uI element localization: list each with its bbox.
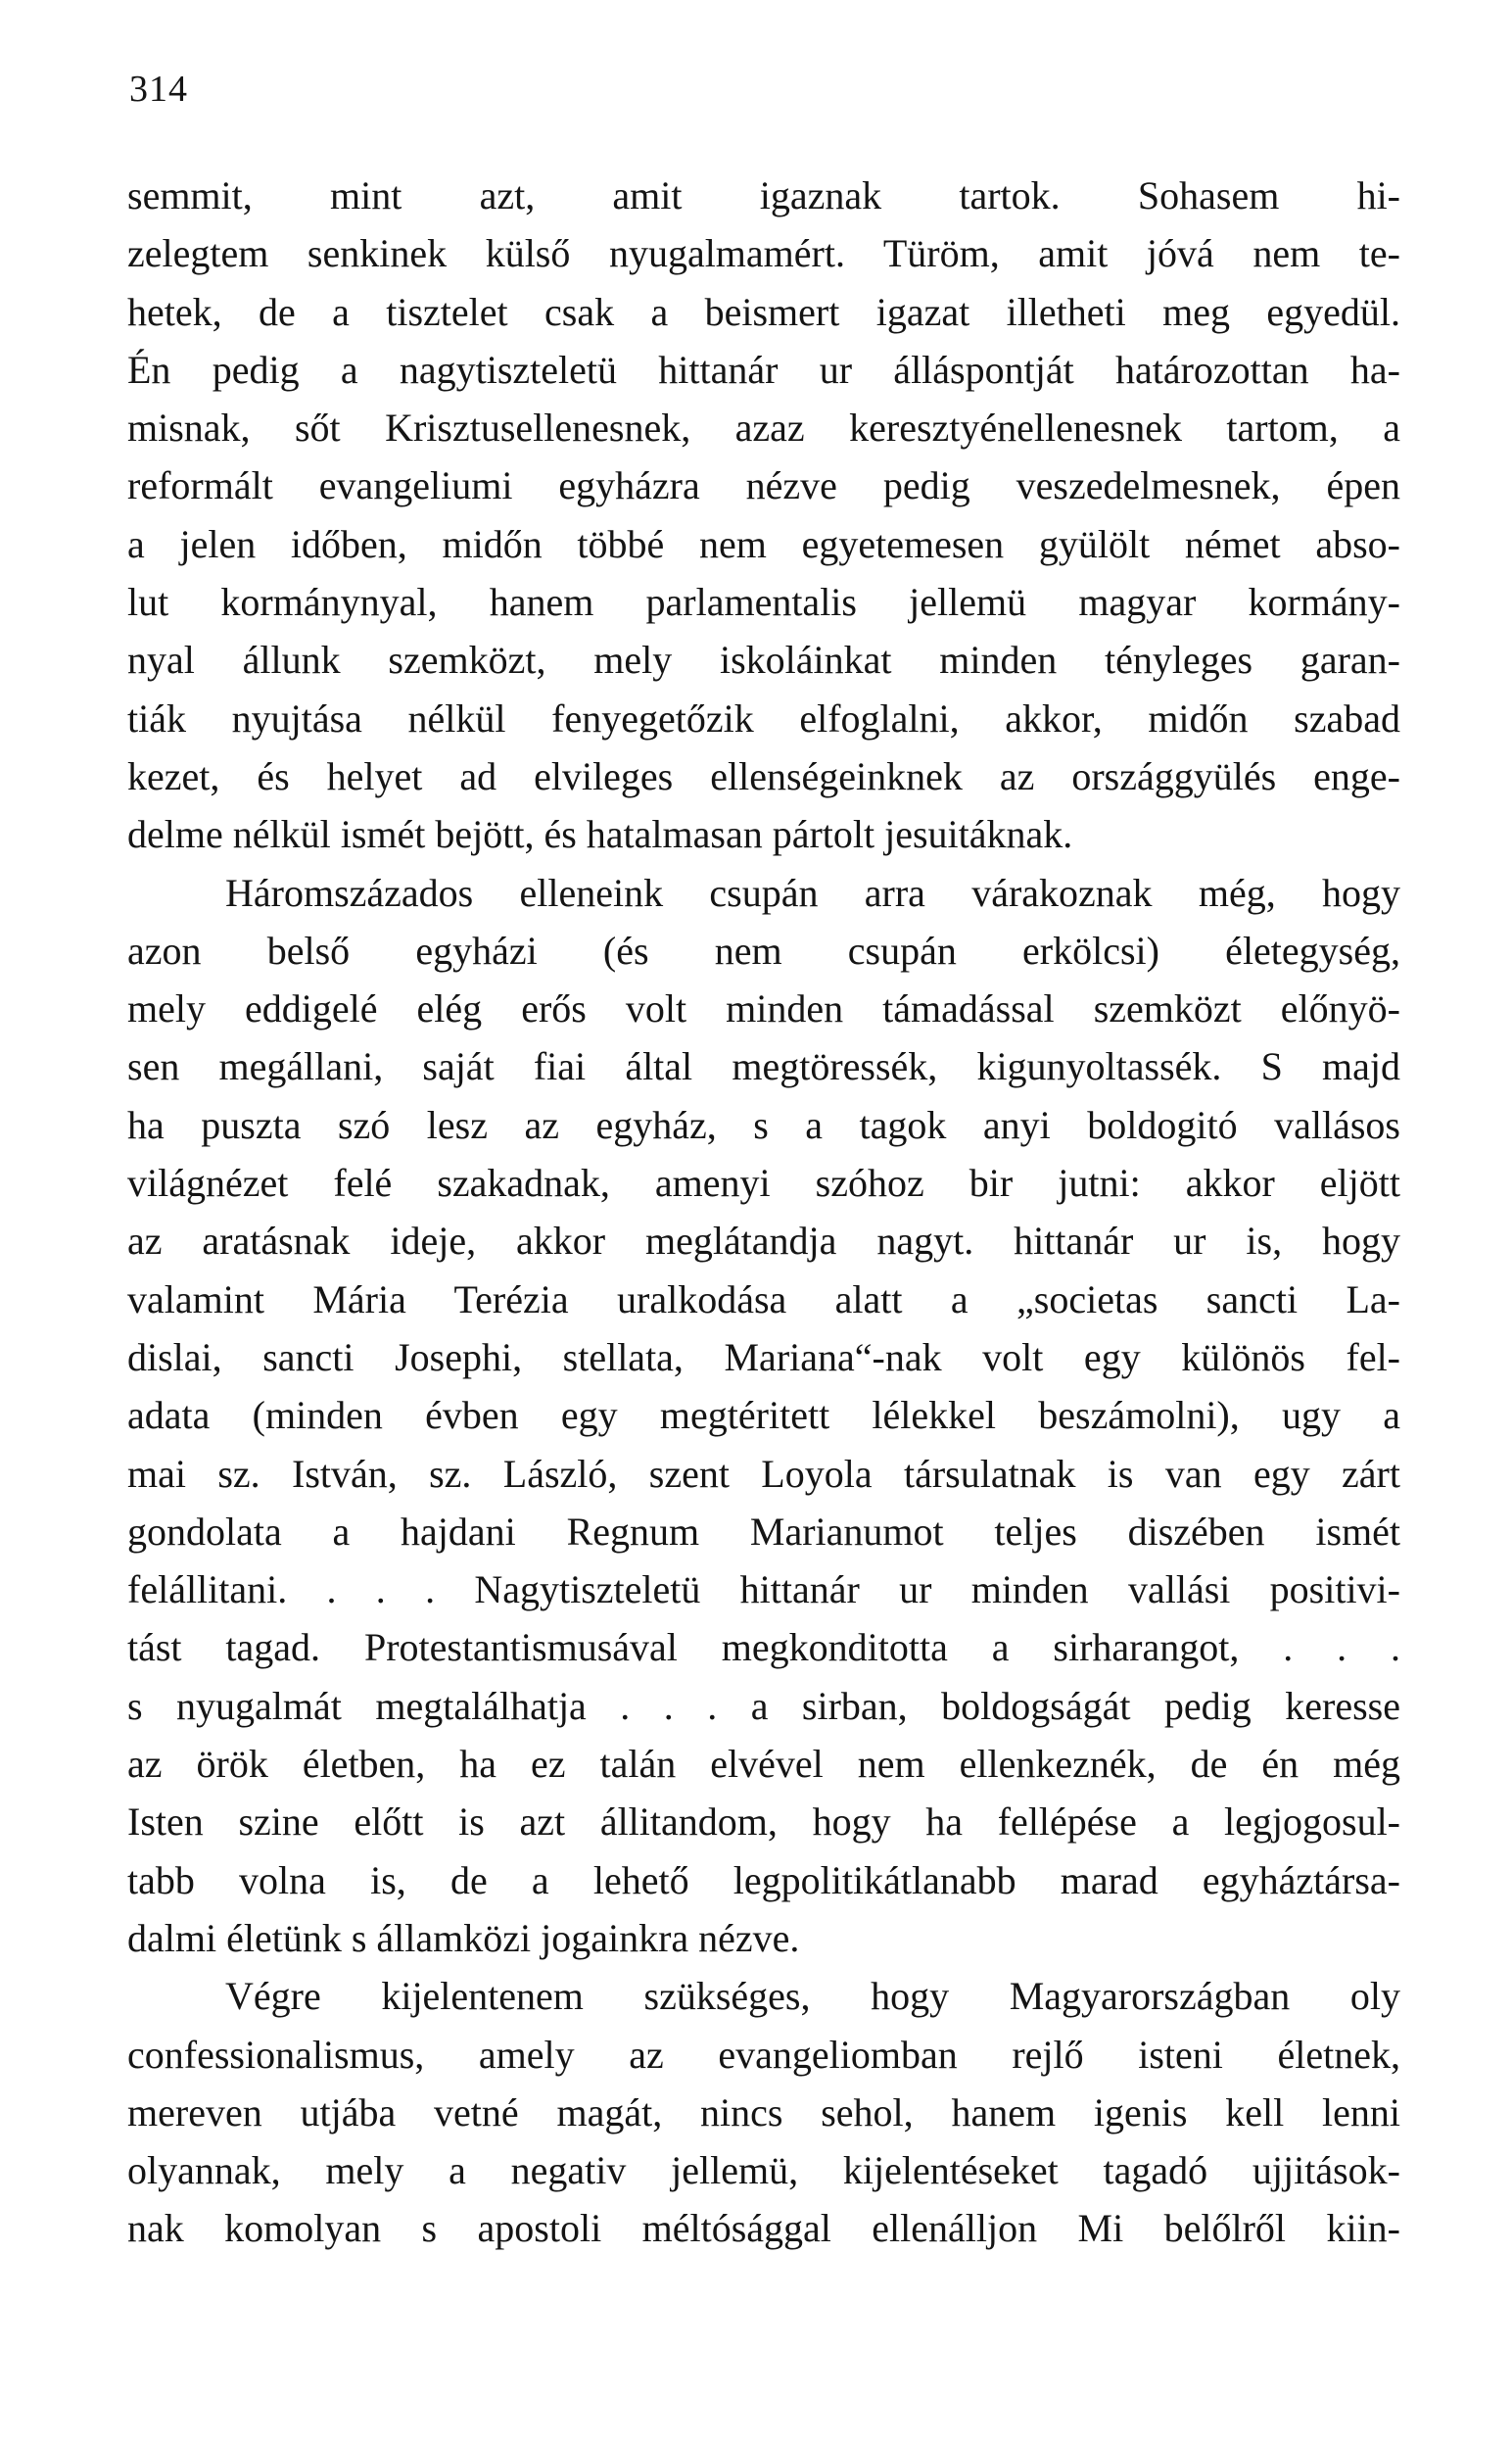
text-line: sen megállani, saját fiai által megtöressék, kigunyoltassék. S majd (127, 1044, 1400, 1089)
paragraph-2 (127, 864, 1400, 1968)
text-line: s nyugalmát megtalálhatja . . . a sirban, boldogságát pedig keresse (127, 1683, 1400, 1728)
text-line: mereven utjába vetné magát, nincs sehol, hanem igenis kell lenni (127, 2089, 1400, 2134)
text-line: kezet, és helyet ad elvileges ellenségeinknek az országgyülés enge- (127, 753, 1400, 798)
text-line: nyal állunk szemközt, mely iskoláinkat minden tényleges garan- (127, 638, 1400, 683)
text-line: hetek, de a tisztelet csak a beismert igazat illetheti meg egyedül. (127, 289, 1400, 334)
text-line: dislai, sancti Josephi, stellata, Mariana“-nak volt egy különös fel- (127, 1334, 1400, 1379)
text-line: mai sz. István, sz. László, szent Loyola társulatnak is van egy zárt (127, 1451, 1400, 1496)
text-line: lut kormánynyal, hanem parlamentalis jellemü magyar kormány- (127, 580, 1400, 625)
text-line: nak komolyan s apostoli méltósággal ellenálljon Mi belőlről kiin- (127, 2206, 1400, 2251)
text-line: Végre kijelentenem szükséges, hogy Magyarországban oly (225, 1974, 1400, 2019)
text-line: delme nélkül ismét bejött, és hatalmasan pártolt jesuitáknak. (127, 812, 1073, 857)
page-body (127, 167, 1400, 2258)
text-line: zelegtem senkinek külső nyugalmamért. Türöm, amit jóvá nem te- (127, 231, 1400, 276)
paragraph-3 (127, 1967, 1400, 2257)
text-line: tabb volna is, de a lehető legpolitikátlanabb marad egyháztársa- (127, 1857, 1400, 1902)
text-line: adata (minden évben egy megtéritett lélekkel beszámolni), ugy a (127, 1393, 1400, 1438)
text-line: valamint Mária Terézia uralkodása alatt a „societas sancti La- (127, 1276, 1400, 1321)
text-line: világnézet felé szakadnak, amenyi szóhoz bir jutni: akkor eljött (127, 1161, 1400, 1206)
text-line: mely eddigelé elég erős volt minden támadással szemközt előnyö- (127, 986, 1400, 1031)
text-line: dalmi életünk s államközi jogainkra nézve. (127, 1915, 800, 1960)
text-line: felállitani. . . . Nagytiszteletü hittanár ur minden vallási positivi- (127, 1567, 1400, 1612)
text-line: tást tagad. Protestantismusával megkonditotta a sirharangot, . . . (127, 1625, 1400, 1670)
paragraph-1 (127, 167, 1400, 864)
text-line: a jelen időben, midőn többé nem egyetemesen gyülölt német abso- (127, 521, 1400, 566)
text-line: gondolata a hajdani Regnum Marianumot teljes diszében ismét (127, 1509, 1400, 1554)
text-line: az aratásnak ideje, akkor meglátandja nagyt. hittanár ur is, hogy (127, 1219, 1400, 1264)
text-line: confessionalismus, amely az evangeliomban rejlő isteni életnek, (127, 2032, 1400, 2077)
text-line: Isten szine előtt is azt állitandom, hogy ha fellépése a legjogosul- (127, 1799, 1400, 1845)
text-line: reformált evangeliumi egyházra nézve pedig veszedelmesnek, épen (127, 463, 1400, 508)
text-line: ha puszta szó lesz az egyház, s a tagok anyi boldogitó vallásos (127, 1102, 1400, 1147)
text-line: misnak, sőt Krisztusellenesnek, azaz keresztyénellenesnek tartom, a (127, 406, 1400, 451)
text-line: azon belső egyházi (és nem csupán erkölcsi) életegység, (127, 928, 1400, 973)
text-line: Én pedig a nagytiszteletü hittanár ur álláspontját határozottan ha- (127, 347, 1400, 392)
text-line: olyannak, mely a negativ jellemü, kijelentéseket tagadó ujjitások- (127, 2148, 1400, 2193)
text-line: az örök életben, ha ez talán elvével nem ellenkeznék, de én még (127, 1742, 1400, 1787)
text-line: Háromszázados elleneink csupán arra várakoznak még, hogy (225, 870, 1400, 915)
page-number: 314 (129, 69, 188, 110)
text-line: semmit, mint azt, amit igaznak tartok. Sohasem hi- (127, 173, 1400, 217)
text-line: tiák nyujtása nélkül fenyegetőzik elfoglalni, akkor, midőn szabad (127, 695, 1400, 741)
